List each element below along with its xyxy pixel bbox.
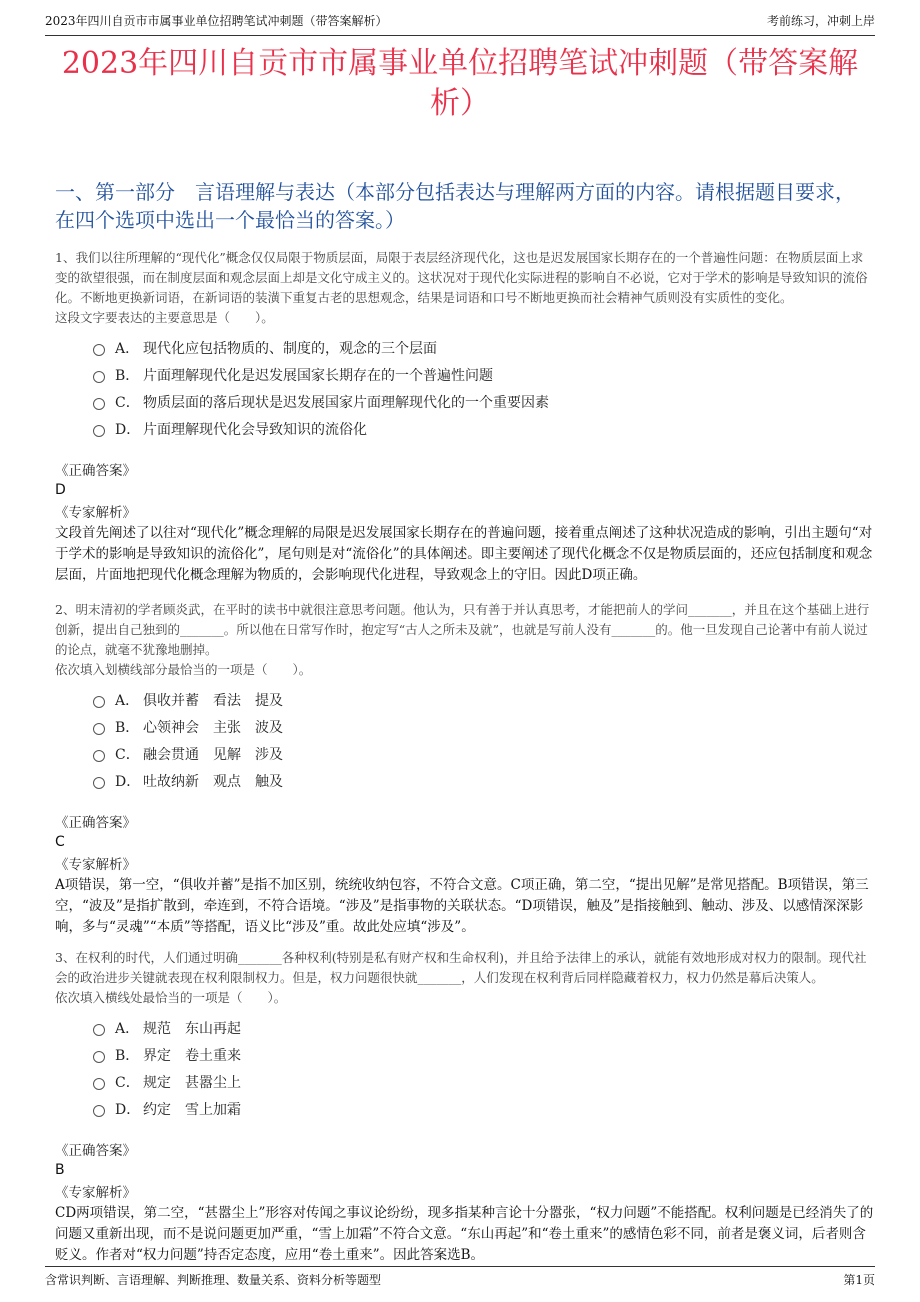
question-text: 1、我们以往所理解的“现代化”概念仅仅局限于物质层面，局限于表层经济现代化，这也是迟发展国家长期存在的一个普遍性问题：在物质层面上求变的欲望很强，而在制度层面和观念层面上却是文化守成主义的。这状况对于现代化实际进程的影响自不必说，它对于学术的影响是导致知识的流俗化。不断地更换新词语，在新词语的装潢下重复古老的思想观念，结果是词语和口号不断地更换而社会精神气质则没有实质性的变化。	[55, 250, 868, 305]
section-heading: 一、第一部分 言语理解与表达（本部分包括表达与理解两方面的内容。请根据题目要求，在四个选项中选出一个最恰当的答案。）	[55, 180, 855, 232]
option-a[interactable]	[55, 1014, 875, 1041]
running-footer	[45, 1266, 875, 1293]
answer-label: 《正确答案》	[55, 815, 136, 831]
option-text: 心领神会 主张 波及	[143, 719, 283, 736]
explanation-text: 文段首先阐述了以往对“现代化”概念理解的局限是迟发展国家长期存在的普遍问题，接着重点阐述了这种状况造成的影响，引出主题句“对于学术的影响是导致知识的流俗化”，尾句则是对“流俗化”的具体阐述。即主要阐述了现代化概念不仅是物质层面的，还应包括制度和观念层面，片面地把现代化概念理解为物质的，会影响现代化进程，导致观念上的守旧。因此D项正确。	[55, 525, 873, 583]
option-letter: B．	[115, 1047, 140, 1064]
page-number: 第1页	[843, 1273, 875, 1287]
option-letter: A．	[115, 1020, 140, 1037]
option-letter: C．	[115, 1074, 140, 1091]
option-text: 规范 东山再起	[143, 1020, 241, 1037]
answer-value: C	[55, 834, 65, 850]
radio-icon[interactable]	[93, 398, 105, 410]
document-title: 2023年四川自贡市市属事业单位招聘笔试冲刺题（带答案解析）	[61, 46, 859, 121]
explanation-label: 《专家解析》	[55, 505, 136, 521]
option-c[interactable]	[55, 1068, 875, 1095]
explanation-text: CD两项错误，第二空，“甚嚣尘上”形容对传闻之事议论纷纷，现多指某种言论十分嚣张，“权力问题”不能搭配。权利问题是已经消失了的问题又重新出现，而不是说问题更加严重，“雪上加霜”不符合文意。“东山再起”和“卷土重来”的感情色彩不同，前者是褒义词，后者则含贬义。作者对“权力问题”持否定态度，应用“卷土重来”。因此答案选B。	[55, 1205, 874, 1263]
option-text: 约定 雪上加霜	[143, 1101, 241, 1118]
explanation-text: A项错误，第一空，“俱收并蓄”是指不加区别，统统收纳包容，不符合文意。C项正确，第二空，“提出见解”是常见搭配。B项错误，第三空，“波及”是指扩散到，牵连到，不符合语境。“涉及”是指事物的关联状态。“D项错误，触及”是指接触到、触动、涉及、以感情深深影响，多与“灵魂”“本质”等搭配，语义比“涉及”重。故此处应填“涉及”。	[55, 877, 869, 935]
explanation-label: 《专家解析》	[55, 1185, 136, 1201]
explanation-label: 《专家解析》	[55, 857, 136, 873]
option-b[interactable]	[55, 713, 875, 740]
option-text: 片面理解现代化是迟发展国家长期存在的一个普遍性问题	[143, 367, 493, 384]
answer-value: B	[55, 1162, 65, 1178]
question-list	[55, 248, 875, 1276]
option-text: 俱收并蓄 看法 提及	[143, 692, 283, 709]
option-text: 融会贯通 见解 涉及	[143, 746, 283, 763]
option-letter: D．	[115, 1101, 141, 1118]
header-title: 2023年四川自贡市市属事业单位招聘笔试冲刺题（带答案解析）	[45, 14, 388, 28]
option-text: 界定 卷土重来	[143, 1047, 241, 1064]
radio-icon[interactable]	[93, 696, 105, 708]
option-list	[55, 1014, 875, 1122]
radio-icon[interactable]	[93, 1078, 105, 1090]
option-text: 规定 甚嚣尘上	[143, 1074, 241, 1091]
radio-icon[interactable]	[93, 1051, 105, 1063]
option-text: 物质层面的落后现状是迟发展国家片面理解现代化的一个重要因素	[143, 394, 549, 411]
radio-icon[interactable]	[93, 1105, 105, 1117]
question-2	[55, 600, 875, 938]
option-d[interactable]	[55, 767, 875, 794]
answer-label: 《正确答案》	[55, 1143, 136, 1159]
option-letter: C．	[115, 746, 140, 763]
question-prompt: 依次填入横线处最恰当的一项是（ ）。	[55, 990, 287, 1005]
radio-icon[interactable]	[93, 777, 105, 789]
radio-icon[interactable]	[93, 723, 105, 735]
option-list	[55, 686, 875, 794]
option-list	[55, 334, 875, 442]
option-letter: B．	[115, 719, 140, 736]
option-b[interactable]	[55, 1041, 875, 1068]
question-prompt: 依次填入划横线部分最恰当的一项是（ ）。	[55, 662, 312, 677]
option-d[interactable]	[55, 415, 875, 442]
option-b[interactable]	[55, 361, 875, 388]
question-3	[55, 948, 875, 1266]
option-letter: D．	[115, 773, 141, 790]
question-text: 3、在权利的时代，人们通过明确_______各种权利(特别是私有财产权和生命权利)，并且给予法律上的承认，就能有效地形成对权力的限制。现代社会的政治进步关键就表现在权利限制权力。但是，权力问题很快就_______，人们发现在权利背后同样隐藏着权力，权力仍然是幕后决策人。	[55, 950, 867, 985]
option-a[interactable]	[55, 686, 875, 713]
question-text: 2、明末清初的学者顾炎武，在平时的读书中就很注意思考问题。他认为，只有善于并认真思考，才能把前人的学问_______，并且在这个基础上进行创新，提出自己独到的_______。所以他在日常写作时，抱定写“古人之所未及就”，也就是写前人没有_______的。他一旦发现自己论著中有前人说过的论点，就毫不犹豫地删掉。	[55, 602, 870, 657]
option-c[interactable]	[55, 740, 875, 767]
answer-value: D	[55, 482, 66, 498]
option-letter: B．	[115, 367, 140, 384]
option-text: 现代化应包括物质的、制度的，观念的三个层面	[143, 340, 437, 357]
header-slogan: 考前练习，冲刺上岸	[766, 14, 875, 28]
answer-label: 《正确答案》	[55, 463, 136, 479]
option-letter: D．	[115, 421, 141, 438]
radio-icon[interactable]	[93, 344, 105, 356]
question-1	[55, 248, 875, 586]
footer-note: 含常识判断、言语理解、判断推理、数量关系、资料分析等题型	[45, 1273, 382, 1287]
question-prompt: 这段文字要表达的主要意思是（ ）。	[55, 310, 274, 325]
option-letter: C．	[115, 394, 140, 411]
radio-icon[interactable]	[93, 371, 105, 383]
option-text: 片面理解现代化会导致知识的流俗化	[143, 421, 367, 438]
option-text: 吐故纳新 观点 触及	[143, 773, 283, 790]
option-c[interactable]	[55, 388, 875, 415]
option-a[interactable]	[55, 334, 875, 361]
option-d[interactable]	[55, 1095, 875, 1122]
radio-icon[interactable]	[93, 750, 105, 762]
option-letter: A．	[115, 692, 140, 709]
running-header	[45, 12, 875, 36]
radio-icon[interactable]	[93, 1024, 105, 1036]
option-letter: A．	[115, 340, 140, 357]
radio-icon[interactable]	[93, 425, 105, 437]
